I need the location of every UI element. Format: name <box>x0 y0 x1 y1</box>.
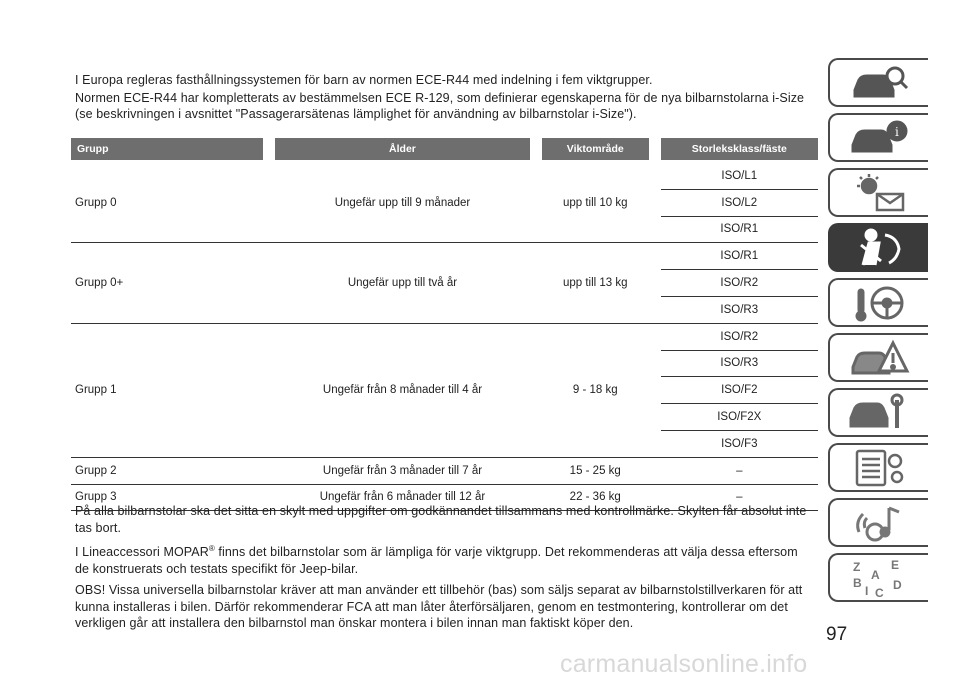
svg-text:Z: Z <box>853 559 861 574</box>
size-class-cell: ISO/L2 <box>661 189 818 216</box>
tab-starting-driving[interactable] <box>828 278 928 327</box>
watermark: carmanualsonline.info <box>560 650 808 678</box>
tab-servicing[interactable] <box>828 388 928 437</box>
tab-multimedia[interactable] <box>828 498 928 547</box>
intro-text <box>75 72 815 123</box>
car-hazard-icon <box>847 337 911 379</box>
steering-wheel-icon <box>847 282 911 324</box>
multimedia-icon <box>847 502 911 544</box>
tab-safety[interactable] <box>828 223 928 272</box>
car-search-icon <box>847 62 911 104</box>
group-cell: Grupp 2 <box>71 457 263 484</box>
intro-paragraph: I Europa regleras fasthållningssystemen för barn av normen ECE-R44 med indelning i fem viktgrupper. <box>75 73 653 87</box>
table-row <box>71 323 818 350</box>
tab-emergency[interactable] <box>828 333 928 382</box>
age-cell: Ungefär från 6 månader till 12 år <box>275 484 530 511</box>
svg-text:A: A <box>871 567 880 582</box>
age-cell: Ungefär upp till 9 månader <box>275 163 530 243</box>
size-class-cell: ISO/R1 <box>661 216 818 243</box>
intro-paragraph: Normen ECE-R44 har kompletterats av bestämmelsen ECE R-129, som definierar egenskaperna för de nya bilbarnstolarna i-Size (se beskrivningen i avsnittet "Passagerarsätenas lämplighet för användning av bilbarnstolar i-Size"). <box>75 90 805 121</box>
weight-cell: upp till 10 kg <box>542 163 649 243</box>
header-age: Ålder <box>275 138 530 160</box>
notes-text <box>75 503 815 637</box>
group-cell: Grupp 1 <box>71 323 263 457</box>
svg-text:D: D <box>893 577 902 592</box>
age-cell: Ungefär upp till två år <box>275 243 530 323</box>
warning-light-icon <box>847 172 911 214</box>
mopar-note: I Lineaccessori MOPAR® finns det bilbarnstolar som är lämpliga för varje viktgrupp. Det rekommenderas att välja dessa eftersom de konstruerats och testats specifikt för Jeep-bilar. <box>75 544 798 576</box>
page-number: 97 <box>826 624 848 645</box>
group-cell: Grupp 0+ <box>71 243 263 323</box>
car-info-icon <box>847 117 911 159</box>
seatbelt-safety-icon <box>847 227 911 269</box>
tab-technical-data[interactable] <box>828 443 928 492</box>
maintenance-list-icon <box>847 447 911 489</box>
header-group: Grupp <box>71 138 263 160</box>
tab-index[interactable] <box>828 553 928 602</box>
car-wrench-icon <box>847 392 911 434</box>
size-class-cell: ISO/R2 <box>661 270 818 297</box>
tab-warning-lights[interactable] <box>828 168 928 217</box>
svg-text:B: B <box>853 575 862 590</box>
age-cell: Ungefär från 3 månader till 7 år <box>275 457 530 484</box>
weight-cell: 22 - 36 kg <box>542 484 649 511</box>
group-cell: Grupp 3 <box>71 484 263 511</box>
approval-label-note: På alla bilbarnstolar ska det sitta en skylt med uppgifter om godkännandet tillsammans med kontrollmärke. Skylten får absolut inte tas bort. <box>75 504 807 535</box>
svg-text:E: E <box>891 557 900 572</box>
weight-cell: upp till 13 kg <box>542 243 649 323</box>
group-cell: Grupp 0 <box>71 163 263 243</box>
tab-car-search[interactable] <box>828 58 928 107</box>
size-class-cell: ISO/L1 <box>661 163 818 189</box>
size-class-cell: ISO/F2 <box>661 377 818 404</box>
size-class-cell: ISO/R1 <box>661 243 818 270</box>
header-size-class: Storleksklass/fäste <box>661 138 818 160</box>
svg-text:i: i <box>895 124 899 139</box>
child-seat-group-table <box>71 138 818 511</box>
size-class-cell: – <box>661 457 818 484</box>
alphabetical-index-icon <box>847 557 911 599</box>
tab-car-info[interactable] <box>828 113 928 162</box>
chapter-tabs <box>828 58 928 608</box>
size-class-cell: ISO/R3 <box>661 350 818 377</box>
table-row <box>71 243 818 270</box>
header-weight: Viktområde <box>542 138 649 160</box>
table-row <box>71 163 818 189</box>
size-class-cell: ISO/F3 <box>661 430 818 457</box>
size-class-cell: ISO/R2 <box>661 323 818 350</box>
size-class-cell: ISO/R3 <box>661 296 818 323</box>
weight-cell: 9 - 18 kg <box>542 323 649 457</box>
weight-cell: 15 - 25 kg <box>542 457 649 484</box>
table-row <box>71 457 818 484</box>
warning-note: OBS! Vissa universella bilbarnstolar kräver att man använder ett tillbehör (bas) som säljs separat av bilbarnstolstillverkaren för att kunna installeras i bilen. Därför rekommenderar FCA att man låter återförsäljaren, genom en testmontering, kontrollerar om det verkligen går att installera den bilbarnstol man önskar montera i bilen innan man faktiskt köper den. <box>75 583 803 631</box>
age-cell: Ungefär från 8 månader till 4 år <box>275 323 530 457</box>
svg-text:I: I <box>865 583 869 598</box>
size-class-cell: ISO/F2X <box>661 404 818 431</box>
table-header-row <box>71 138 818 160</box>
size-class-cell: – <box>661 484 818 511</box>
svg-text:C: C <box>875 585 884 599</box>
